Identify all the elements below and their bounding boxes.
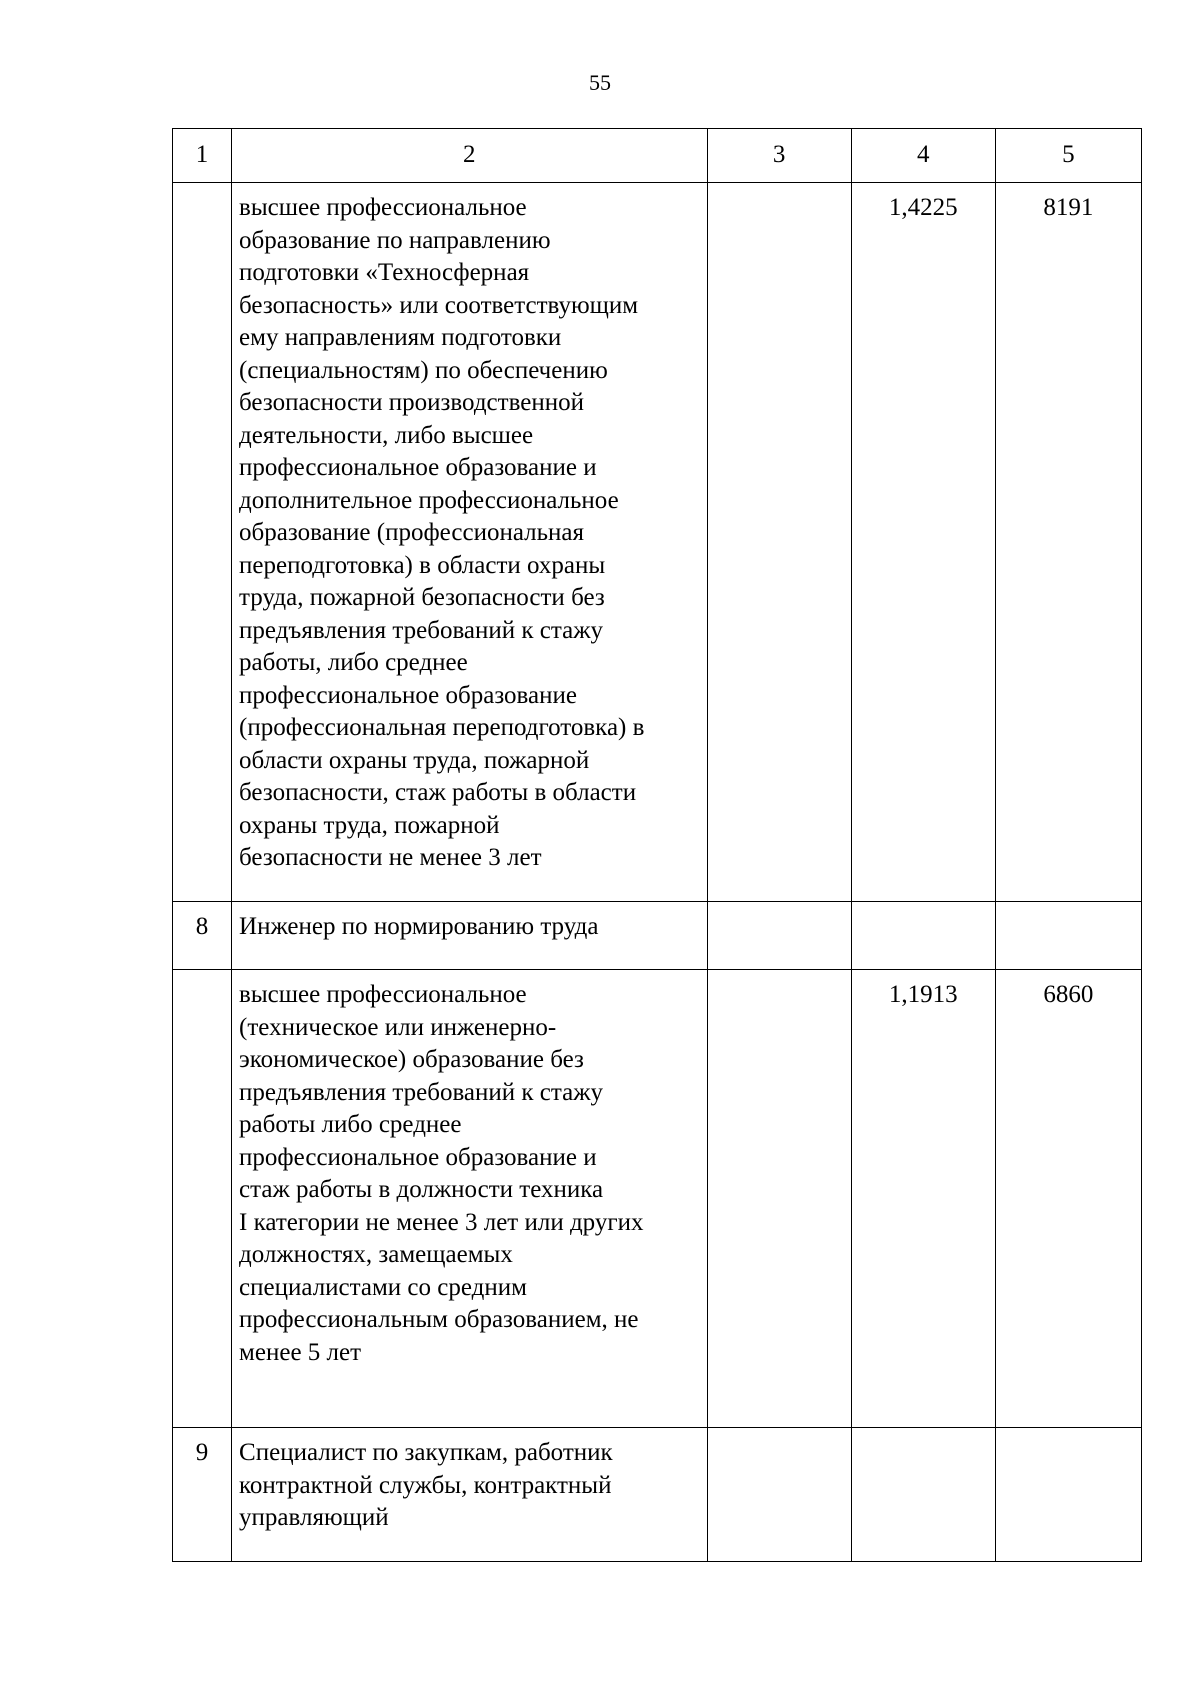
- column-3-cell: [707, 1428, 851, 1562]
- requirements-cell: высшее профессиональное (техническое или инженерно- экономическое) образование без предъявления требований к стажу работы либо среднее профессиональное образование и стаж работы в должности техника I категории не менее 3 лет или других должностях, замещаемых специалистами со средним профессиональным образованием, не менее 5 лет: [232, 970, 707, 1428]
- amount-cell: 8191: [995, 183, 1141, 902]
- table-row: [173, 1428, 1142, 1562]
- position-title-cell: Инженер по нормированию труда: [232, 902, 707, 970]
- coefficient-cell: [851, 1428, 995, 1562]
- row-number-cell: [173, 183, 232, 902]
- header-cell-4: 4: [851, 129, 995, 183]
- column-3-cell: [707, 183, 851, 902]
- table-row: [173, 183, 1142, 902]
- document-table: [172, 128, 1142, 1562]
- row-number-cell: [173, 970, 232, 1428]
- column-3-cell: [707, 970, 851, 1428]
- table-row: [173, 902, 1142, 970]
- header-cell-1: 1: [173, 129, 232, 183]
- column-3-cell: [707, 902, 851, 970]
- coefficient-cell: [851, 902, 995, 970]
- coefficient-cell: 1,1913: [851, 970, 995, 1428]
- amount-cell: [995, 1428, 1141, 1562]
- requirements-cell: высшее профессиональное образование по направлению подготовки «Техносферная безопасность» или соответствующим ему направлениям подготовки (специальностям) по обеспечению безопасности производственной деятельности, либо высшее профессиональное образование и дополнительное профессиональное образование (профессиональная переподготовка) в области охраны труда, пожарной безопасности без предъявления требований к стажу работы, либо среднее профессиональное образование (профессиональная переподготовка) в области охраны труда, пожарной безопасности, стаж работы в области охраны труда, пожарной безопасности не менее 3 лет: [232, 183, 707, 902]
- header-cell-2: 2: [232, 129, 707, 183]
- page-number: 55: [589, 70, 611, 95]
- row-number-cell: 8: [173, 902, 232, 970]
- table-row: [173, 970, 1142, 1428]
- amount-cell: 6860: [995, 970, 1141, 1428]
- table-header-row: [173, 129, 1142, 183]
- amount-cell: [995, 902, 1141, 970]
- position-title-cell: Специалист по закупкам, работник контрактной службы, контрактный управляющий: [232, 1428, 707, 1562]
- header-cell-3: 3: [707, 129, 851, 183]
- coefficient-cell: 1,4225: [851, 183, 995, 902]
- row-number-cell: 9: [173, 1428, 232, 1562]
- header-cell-5: 5: [995, 129, 1141, 183]
